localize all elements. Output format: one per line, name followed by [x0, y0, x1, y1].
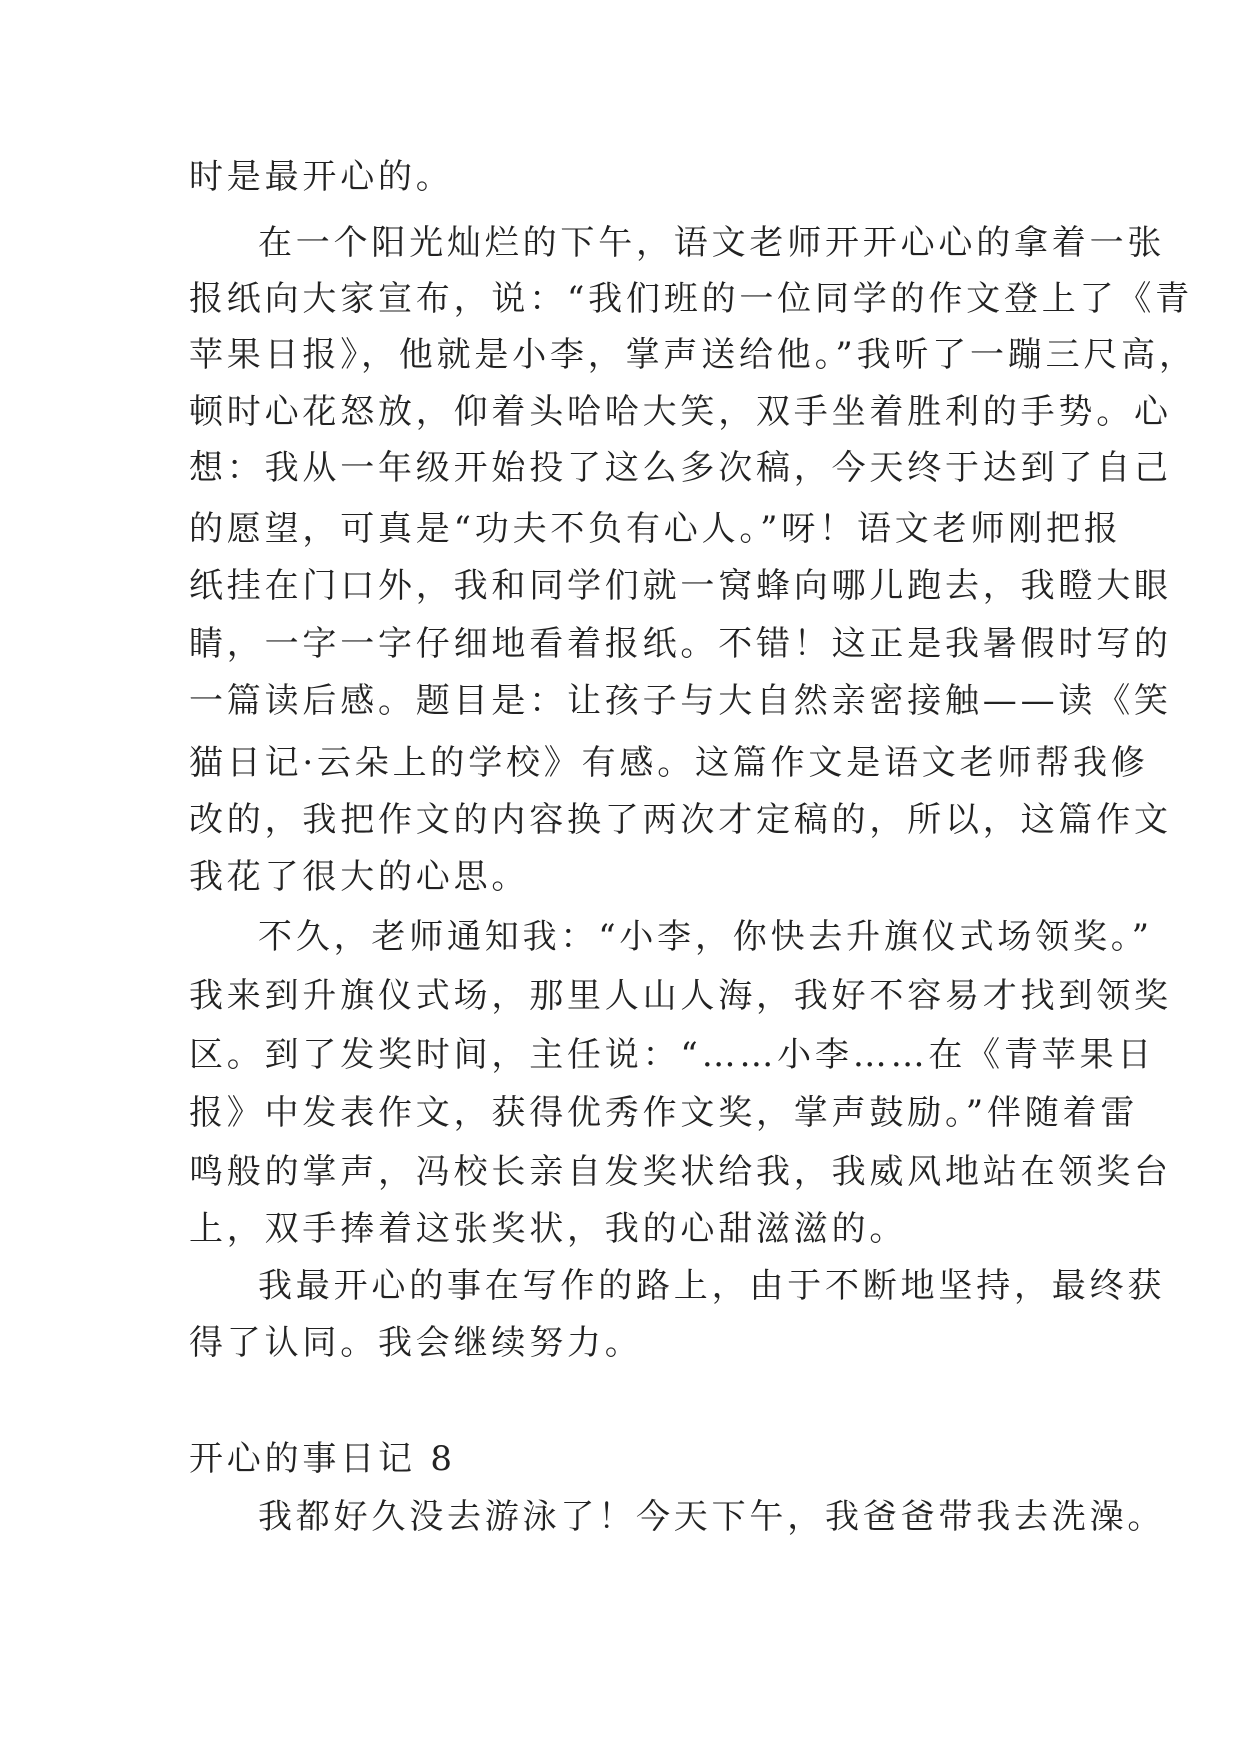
paragraph-start-line: 不久，老师通知我：“小李，你快去升旗仪式场领奖。”	[258, 917, 1153, 957]
text-line: 猫日记·云朵上的学校》有感。这篇作文是语文老师帮我修	[189, 743, 1149, 783]
text-line: 一篇读后感。题目是：让孩子与大自然亲密接触——读《笑	[189, 681, 1172, 721]
text-line: 区。到了发奖时间，主任说：“……小李……在《青苹果日	[189, 1035, 1156, 1075]
text-line: 报》中发表作文，获得优秀作文奖，掌声鼓励。”伴随着雷	[189, 1093, 1139, 1133]
text-line: 纸挂在门口外，我和同学们就一窝蜂向哪儿跑去，我瞪大眼	[189, 566, 1172, 606]
text-line: 时是最开心的。	[189, 157, 454, 197]
paragraph-start-line: 我都好久没去游泳了！今天下午，我爸爸带我去洗澡。	[258, 1497, 1166, 1537]
paragraph-start-line: 在一个阳光灿烂的下午，语文老师开开心心的拿着一张	[258, 223, 1166, 263]
text-line: 的愿望，可真是“功夫不负有心人。”呀！语文老师刚把报	[189, 509, 1122, 549]
text-line: 睛，一字一字仔细地看着报纸。不错！这正是我暑假时写的	[189, 624, 1172, 664]
section-heading: 开心的事日记 8	[189, 1439, 456, 1479]
text-line: 想：我从一年级开始投了这么多次稿，今天终于达到了自己	[189, 448, 1172, 488]
text-line: 上，双手捧着这张奖状，我的心甜滋滋的。	[189, 1209, 908, 1249]
text-line: 得了认同。我会继续努力。	[189, 1323, 643, 1363]
paragraph-start-line: 我最开心的事在写作的路上，由于不断地坚持，最终获	[258, 1266, 1166, 1306]
text-line: 鸣般的掌声，冯校长亲自发奖状给我，我威风地站在领奖台	[189, 1152, 1172, 1192]
text-line: 我花了很大的心思。	[189, 857, 530, 897]
text-line: 报纸向大家宣布，说：“我们班的一位同学的作文登上了《青	[189, 279, 1193, 319]
text-line: 顿时心花怒放，仰着头哈哈大笑，双手坐着胜利的手势。心	[189, 392, 1172, 432]
text-line: 我来到升旗仪式场，那里人山人海，我好不容易才找到领奖	[189, 976, 1172, 1016]
text-line: 改的，我把作文的内容换了两次才定稿的，所以，这篇作文	[189, 800, 1172, 840]
text-line: 苹果日报》，他就是小李，掌声送给他。”我听了一蹦三尺高，	[189, 335, 1197, 375]
